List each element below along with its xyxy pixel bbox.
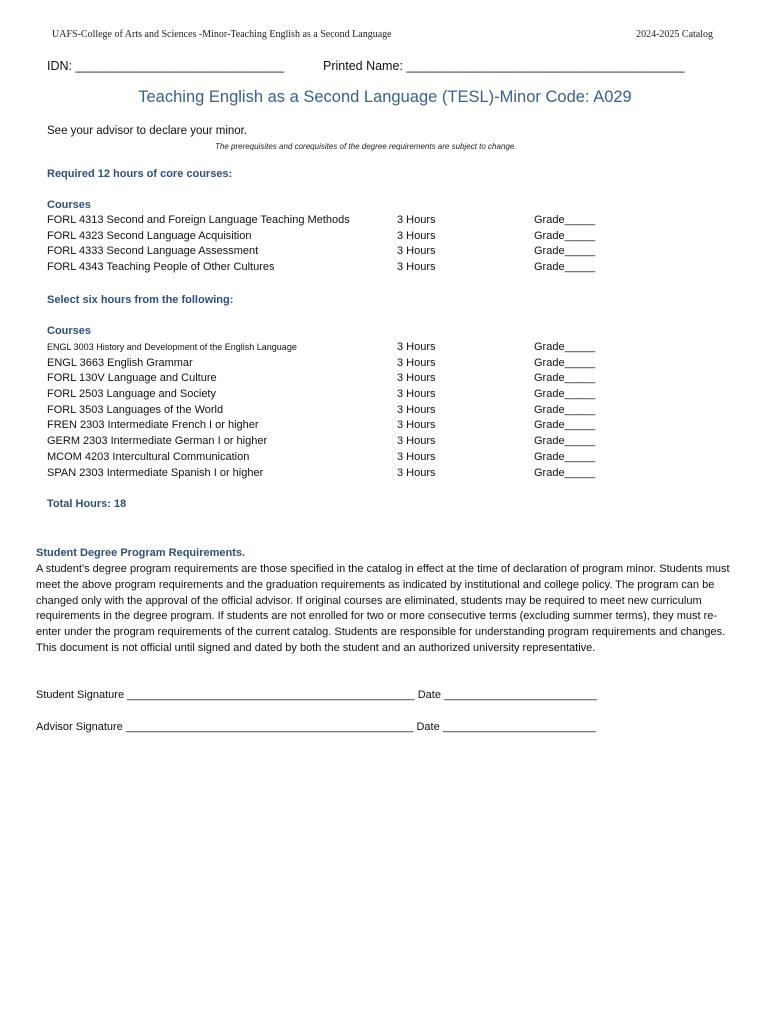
table-row	[47, 245, 647, 261]
table-row	[47, 404, 647, 420]
course-name: FORL 130V Language and Culture	[47, 372, 217, 385]
course-hours: 3 Hours	[397, 341, 436, 353]
course-hours: 3 Hours	[397, 356, 436, 369]
table-row	[47, 230, 647, 246]
table-row	[47, 467, 647, 483]
course-name: FREN 2303 Intermediate French I or higher	[47, 419, 259, 432]
prereq-note: The prerequisites and corequisites of the degree requirements are subject to change.	[215, 142, 517, 151]
course-hours: 3 Hours	[397, 435, 436, 448]
course-hours: 3 Hours	[397, 466, 436, 479]
table-row	[47, 341, 647, 357]
grade-field[interactable]: Grade_____	[534, 388, 596, 401]
course-name: FORL 4323 Second Language Acquisition	[47, 229, 252, 242]
table-row	[47, 372, 647, 388]
course-name: GERM 2303 Intermediate German I or higher	[47, 435, 268, 448]
course-name: FORL 4343 Teaching People of Other Cultures	[47, 261, 275, 274]
grade-field[interactable]: Grade_____	[534, 261, 596, 274]
course-name: FORL 4333 Second Language Assessment	[47, 245, 259, 258]
header-catalog-year: 2024-2025 Catalog	[636, 29, 713, 40]
grade-field[interactable]: Grade_____	[534, 214, 596, 226]
course-hours: 3 Hours	[397, 245, 436, 258]
table-row	[47, 419, 647, 435]
requirements-body: A student’s degree program requirements are those specified in the catalog in effect at the time of declaration of program minor. Students must meet the above program requirements and the graduation requirements as indicated by institutional and college policy. The program can be changed only with the approval of the official advisor. If original courses are eliminated, students may be required to meet new curriculum requirements in the degree program. If students are not enrolled for two or more consecutive terms (excluding summer terms), they must re-enter under the program requirements of the current catalog. Students are responsible for understanding program requirements and changes. This document is not official until signed and dated by both the student and an authorized university representative.	[36, 563, 730, 654]
course-hours: 3 Hours	[397, 419, 436, 432]
course-hours: 3 Hours	[397, 214, 436, 226]
header-left: UAFS-College of Arts and Sciences -Minor-Teaching English as a Second Language	[52, 29, 392, 40]
course-hours: 3 Hours	[397, 450, 436, 463]
total-hours: Total Hours: 18	[47, 498, 127, 510]
table-row	[47, 357, 647, 373]
student-signature-line[interactable]: Student Signature _______________________________________________ Date _________________________	[36, 689, 597, 701]
table-row	[47, 451, 647, 467]
course-name: FORL 2503 Language and Society	[47, 388, 216, 401]
course-name: ENGL 3663 English Grammar	[47, 356, 193, 369]
grade-field[interactable]: Grade_____	[534, 466, 596, 479]
advisor-note: See your advisor to declare your minor.	[47, 125, 248, 137]
grade-field[interactable]: Grade_____	[534, 450, 596, 463]
core-courses-label: Courses	[47, 199, 92, 211]
table-row	[47, 214, 647, 230]
course-name: FORL 3503 Languages of the World	[47, 403, 224, 416]
advisor-signature-line[interactable]: Advisor Signature _______________________________________________ Date _________________________	[36, 721, 596, 733]
course-hours: 3 Hours	[397, 261, 436, 274]
grade-field[interactable]: Grade_____	[534, 419, 596, 432]
course-name: MCOM 4203 Intercultural Communication	[47, 450, 250, 463]
grade-field[interactable]: Grade_____	[534, 372, 596, 385]
course-hours: 3 Hours	[397, 403, 436, 416]
course-hours: 3 Hours	[397, 388, 436, 401]
elective-heading: Select six hours from the following:	[47, 294, 234, 306]
page-title: Teaching English as a Second Language (TESL)-Minor Code: A029	[138, 88, 632, 106]
grade-field[interactable]: Grade_____	[534, 435, 596, 448]
table-row	[47, 261, 647, 277]
elective-courses-label: Courses	[47, 325, 92, 337]
core-heading: Required 12 hours of core courses:	[47, 168, 233, 180]
course-hours: 3 Hours	[397, 372, 436, 385]
course-name: SPAN 2303 Intermediate Spanish I or higher	[47, 466, 264, 479]
idn-field[interactable]: IDN: ______________________________	[47, 59, 285, 73]
core-course-table	[47, 214, 647, 277]
grade-field[interactable]: Grade_____	[534, 403, 596, 416]
grade-field[interactable]: Grade_____	[534, 341, 596, 353]
grade-field[interactable]: Grade_____	[534, 229, 596, 242]
course-name: ENGL 3003 History and Development of the English Language	[47, 342, 297, 352]
grade-field[interactable]: Grade_____	[534, 356, 596, 369]
table-row	[47, 435, 647, 451]
course-name: FORL 4313 Second and Foreign Language Teaching Methods	[47, 214, 350, 226]
printed-name-field[interactable]: Printed Name: ________________________________________	[323, 59, 685, 73]
elective-course-table	[47, 341, 647, 482]
grade-field[interactable]: Grade_____	[534, 245, 596, 258]
table-row	[47, 388, 647, 404]
requirements-heading: Student Degree Program Requirements.	[36, 547, 246, 559]
course-hours: 3 Hours	[397, 229, 436, 242]
